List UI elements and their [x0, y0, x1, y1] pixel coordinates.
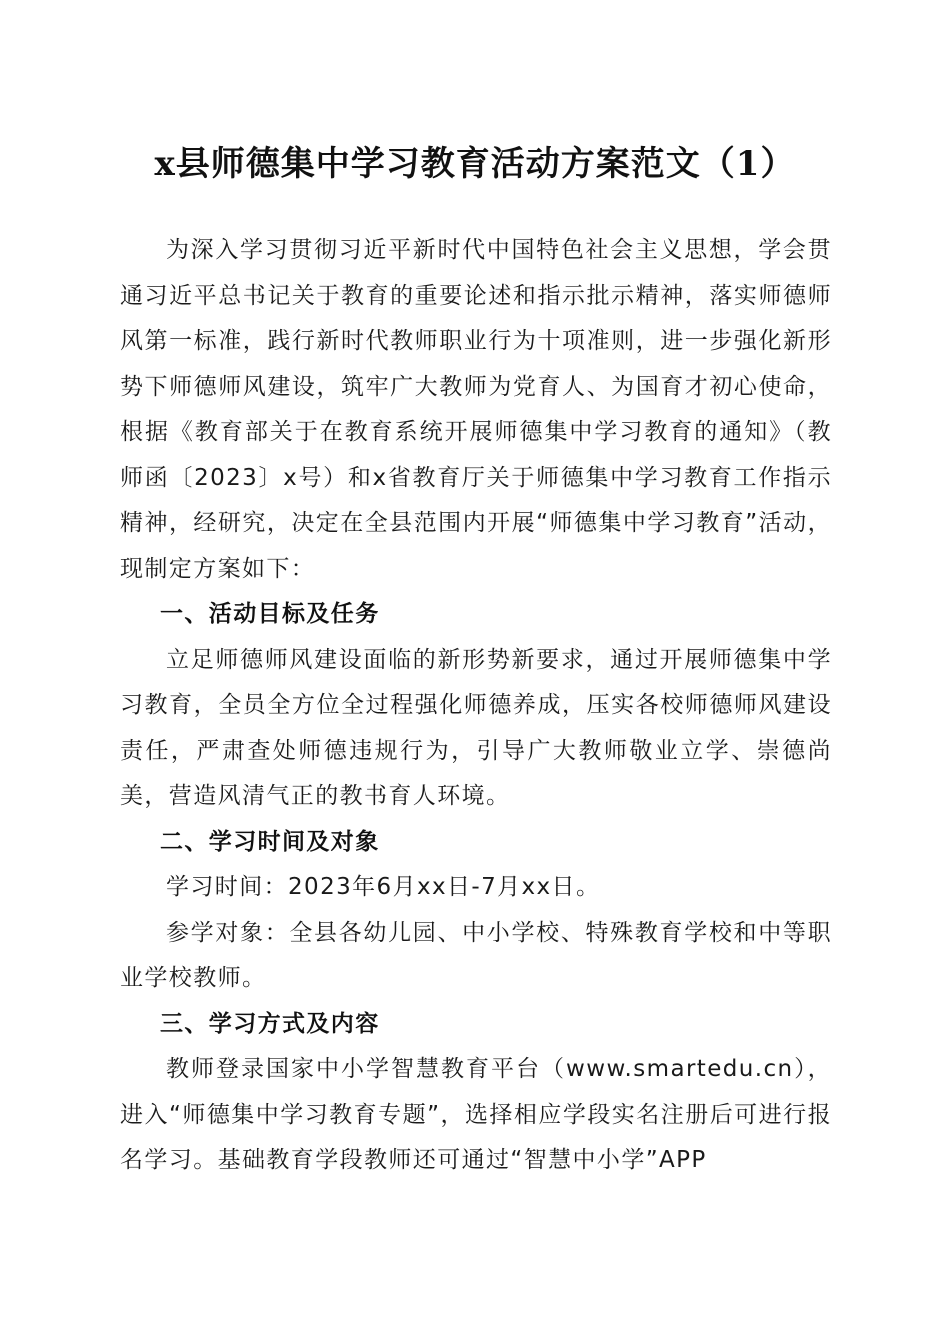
section-heading-method: 三、学习方式及内容	[160, 1010, 380, 1037]
intro-paragraph: 为深入学习贯彻习近平新时代中国特色社会主义思想，学会贯通习近平总书记关于教育的重要论述和指示批示精神，落实师德师风第一标准，践行新时代教师职业行为十项准则，进一步强化新形势下师德师风建设，筑牢广大教师为党育人、为国育才初心使命，根据《教育部关于在教育系统开展师德集中学习教育的通知》（教师函〔2023〕x号）和x省教育厅关于师德集中学习教育工作指示精神，经研究，决定在全县范围内开展“师德集中学习教育”活动，现制定方案如下：	[120, 237, 832, 582]
section-heading-goals: 一、活动目标及任务	[160, 601, 380, 627]
method-paragraph: 教师登录国家中小学智慧教育平台（www.smartedu.cn），进入“师德集中学习教育专题”，选择相应学段实名注册后可进行报名学习。基础教育学段教师还可通过“智慧中小学”APP	[120, 1056, 832, 1173]
study-time-paragraph: 学习时间：2023年6月xx日-7月xx日。	[166, 874, 601, 900]
goals-paragraph: 立足师德师风建设面临的新形势新要求，通过开展师德集中学习教育，全员全方位全过程强化师德养成，压实各校师德师风建设责任，严肃查处师德违规行为，引导广大教师敬业立学、崇德尚美，营造风清气正的教书育人环境。	[120, 646, 832, 809]
section-heading-time: 二、学习时间及对象	[160, 828, 380, 855]
document-title: x县师德集中学习教育活动方案范文（1）	[154, 144, 796, 184]
document-body	[120, 228, 832, 1184]
participants-paragraph: 参学对象：全县各幼儿园、中小学校、特殊教育学校和中等职业学校教师。	[120, 919, 832, 991]
